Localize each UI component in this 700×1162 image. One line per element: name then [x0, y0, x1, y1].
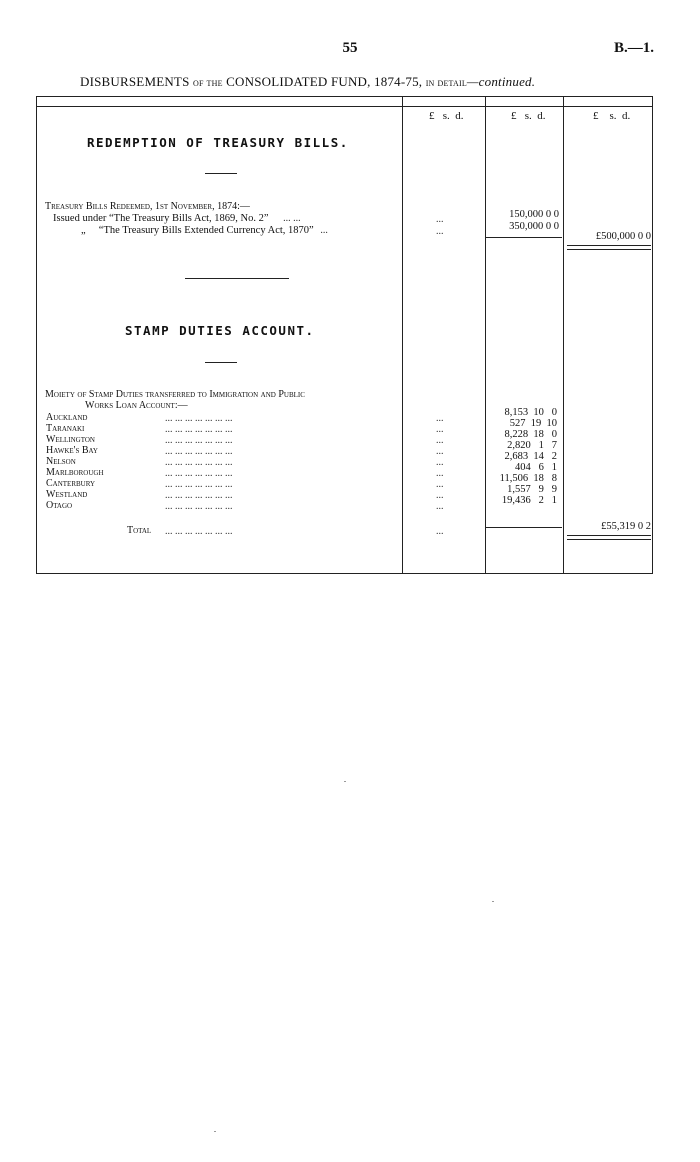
dot-leader: ... ... ... ... ... ... ... — [165, 424, 233, 435]
treasury-item-2-prefix: „ — [81, 225, 86, 236]
stamp-row-name: Marlborough — [46, 467, 104, 478]
col3-header — [593, 110, 630, 122]
dot-leader: ... ... ... ... ... ... ... — [165, 413, 233, 424]
stamp-row-amount: 8,153 10 0 — [504, 407, 557, 418]
treasury-item-2-label: “The Treasury Bills Extended Currency Act, 1870” — [98, 225, 314, 236]
col3-pound: £ — [593, 110, 599, 122]
treasury-item-1-amount: 150,000 0 0 — [509, 209, 559, 220]
section-title-treasury: REDEMPTION OF TREASURY BILLS. — [87, 135, 349, 150]
stamp-row-col1: ... — [436, 490, 444, 501]
stamp-total-label: Total — [127, 525, 152, 536]
stamp-row-name: Auckland — [46, 412, 88, 423]
short-rule — [205, 173, 237, 174]
treasury-item-1-col1: ... — [436, 214, 444, 225]
stamp-row-name: Hawke's Bay — [46, 445, 98, 456]
stamp-row-amount: 11,506 18 8 — [499, 473, 557, 484]
dot-leader: ... ... — [283, 213, 301, 224]
col3-shillings: s. — [609, 110, 617, 122]
col1-shillings: s. — [442, 110, 450, 122]
stamp-total-col1: ... — [436, 526, 444, 537]
stamp-intro-2: Works Loan Account:— — [85, 400, 188, 411]
heading-of-the: of the — [192, 77, 223, 89]
stamp-row-amount: 8,228 18 0 — [504, 429, 557, 440]
col1-header — [429, 110, 464, 122]
dot-leader: ... ... ... ... ... ... ... — [165, 490, 233, 501]
heading-main-2: CONSOLIDATED FUND, 1874-75, — [226, 74, 423, 89]
stamp-row-col1: ... — [436, 424, 444, 435]
heading-in-detail: in detail — [425, 77, 467, 89]
heading-continued: —continued. — [466, 74, 536, 89]
stamp-row-col1: ... — [436, 468, 444, 479]
treasury-item-2-amount: 350,000 0 0 — [509, 221, 559, 232]
total-double-rule — [567, 245, 651, 250]
dot-leader: ... ... ... ... ... ... ... — [165, 501, 233, 512]
col2-pence: d. — [537, 110, 546, 122]
stamp-row-amount: 2,820 1 7 — [507, 440, 557, 451]
stamp-row-amount: 19,436 2 1 — [501, 495, 557, 506]
treasury-total: £500,000 0 0 — [595, 231, 651, 242]
treasury-item-2-col1: ... — [436, 226, 444, 237]
stamp-row-name: Taranaki — [46, 423, 85, 434]
column-rule-3 — [563, 97, 564, 574]
total-double-rule — [567, 535, 651, 540]
stamp-row-amount: 527 19 10 — [509, 418, 557, 429]
accounts-table — [36, 96, 653, 574]
dot-leader: ... ... ... ... ... ... ... — [165, 446, 233, 457]
stamp-row-name: Otago — [46, 500, 73, 511]
stamp-total: £55,319 0 2 — [601, 521, 651, 532]
dot-leader: ... ... ... ... ... ... ... — [165, 468, 233, 479]
stamp-intro-1: Moiety of Stamp Duties transferred to Immigration and Public — [45, 389, 305, 400]
page-heading — [80, 74, 535, 90]
treasury-item-1-prefix: Issued under — [53, 213, 107, 224]
treasury-item-1 — [53, 213, 301, 224]
scan-speck — [214, 1131, 216, 1132]
subtotal-rule — [486, 527, 562, 528]
section-divider — [185, 278, 289, 279]
column-rule-1 — [402, 97, 403, 574]
dot-leader: ... ... ... ... ... ... ... — [165, 526, 233, 537]
col1-pence: d. — [455, 110, 464, 122]
stamp-row-name: Canterbury — [46, 478, 96, 489]
treasury-item-2 — [81, 225, 328, 236]
page-number: 55 — [342, 40, 358, 56]
col2-header — [511, 110, 546, 122]
stamp-row-name: Westland — [46, 489, 88, 500]
stamp-row-col1: ... — [436, 479, 444, 490]
col1-pound: £ — [429, 110, 435, 122]
dot-leader: ... ... ... ... ... ... ... — [165, 479, 233, 490]
dot-leader: ... — [320, 225, 328, 236]
col2-pound: £ — [511, 110, 517, 122]
short-rule — [205, 362, 237, 363]
dot-leader: ... ... ... ... ... ... ... — [165, 457, 233, 468]
scan-speck — [344, 781, 346, 782]
treasury-intro: Treasury Bills Redeemed, 1st November, 1874:— — [45, 201, 250, 212]
header-rule — [37, 106, 652, 107]
stamp-row-name: Wellington — [46, 434, 95, 445]
stamp-row-col1: ... — [436, 413, 444, 424]
dot-leader: ... ... ... ... ... ... ... — [165, 435, 233, 446]
stamp-row-amount: 404 6 1 — [515, 462, 557, 473]
col2-shillings: s. — [524, 110, 532, 122]
stamp-row-col1: ... — [436, 446, 444, 457]
heading-main-1: DISBURSEMENTS — [80, 74, 190, 89]
stamp-row-name: Nelson — [46, 456, 76, 467]
subtotal-rule — [486, 237, 562, 238]
stamp-row-col1: ... — [436, 435, 444, 446]
stamp-row-col1: ... — [436, 501, 444, 512]
stamp-row-amount: 1,557 9 9 — [507, 484, 557, 495]
stamp-row-col1: ... — [436, 457, 444, 468]
stamp-row-amount: 2,683 14 2 — [504, 451, 557, 462]
scan-speck — [492, 901, 494, 902]
treasury-item-1-label: “The Treasury Bills Act, 1869, No. 2” — [109, 213, 269, 224]
document-reference: B.—1. — [613, 40, 654, 56]
section-title-stamp: STAMP DUTIES ACCOUNT. — [125, 323, 315, 338]
col3-pence: d. — [622, 110, 631, 122]
